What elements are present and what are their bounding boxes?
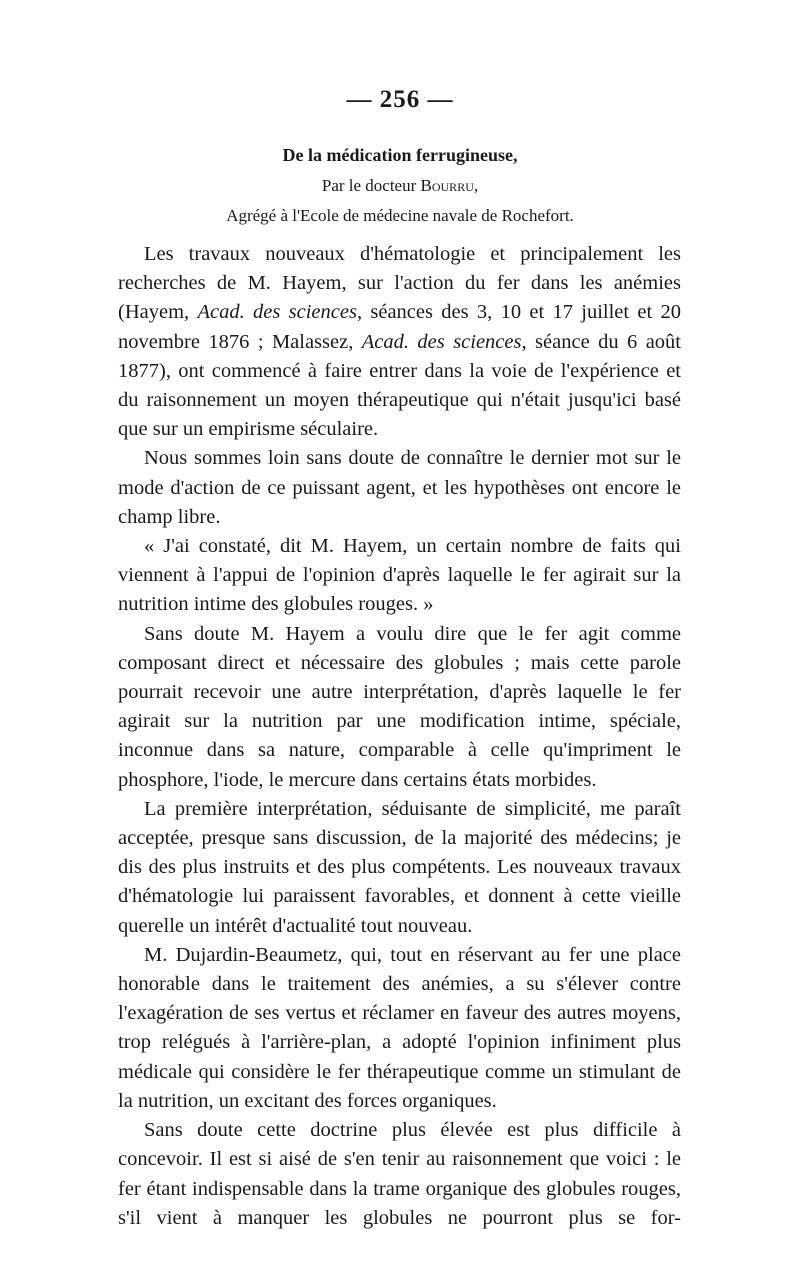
paragraph-5: La première interprétation, séduisante de simplicité, me paraît acceptée, presque sans discussion, de la majorité des médecins; je dis des plus instruits et des plus compétents. Les nouveaux travaux d'hématologie lui paraissent favorables, et donnent à cette vieille querelle un intérêt d'actualité tout nouveau.: [118, 797, 681, 937]
paragraph-1: [118, 240, 681, 444]
citation-malassez: Acad. des sciences: [361, 330, 522, 353]
article-title: De la médication ferrugineuse,: [282, 145, 518, 165]
paragraph-1-part-c: , séance du 6 août 1877), ont commencé à faire entrer dans la voie de l'expérience et du raisonnement un moyen thérapeutique qui n'était jusqu'ici basé que sur un empirisme séculaire.: [118, 330, 681, 441]
author-affiliation: Agrégé à l'Ecole de médecine navale de Rochefort.: [226, 206, 574, 225]
paragraph-1-part-a: Les travaux nouveaux d'hématologie et principalement les recherches de M. Hayem, sur l'action du fer dans les anémies (Hayem,: [118, 243, 681, 324]
paragraph-6: M. Dujardin-Beaumetz, qui, tout en réservant au fer une place honorable dans le traitement des anémies, a su s'élever contre l'exagération de ses vertus et réclamer en faveur des autres moyens, trop relégués à l'arrière-plan, a adopté l'opinion infiniment plus médicale qui considère le fer thérapeutique comme un stimulant de la nutrition, un excitant des forces organiques.: [118, 943, 681, 1112]
paragraph-1-part-b: , séances des 3, 10 et 17 juillet et 20 novembre 1876 ; Malassez,: [118, 301, 681, 353]
citation-hayem: Acad. des sciences: [197, 301, 357, 324]
author-name: Bourru,: [420, 176, 479, 195]
paragraph-3: « J'ai constaté, dit M. Hayem, un certain nombre de faits qui viennent à l'appui de l'opinion d'après laquelle le fer agirait sur la nutrition intime des globules rouges. »: [118, 535, 681, 616]
byline-prefix: Par le docteur: [321, 176, 421, 195]
byline: [0, 176, 800, 196]
paragraph-4: Sans doute M. Hayem a voulu dire que le fer agit comme composant direct et nécessaire des globules ; mais cette parole pourrait recevoir une autre interprétation, d'après laquelle le fer agirait sur la nutrition par une modification intime, spéciale, inconnue dans sa nature, comparable à celle qu'impriment le phosphore, l'iode, le mercure dans certains états morbides.: [118, 622, 681, 791]
page-number: — 256 —: [346, 86, 454, 113]
body-text: [118, 240, 681, 1233]
paragraph-7: Sans doute cette doctrine plus élevée est plus difficile à concevoir. Il est si aisé de s'en tenir au raisonnement que voici : le fer étant indispensable dans la trame organique des globules rouges, s'il vient à manquer les globules ne pourront plus se for-: [118, 1119, 681, 1229]
paragraph-2: Nous sommes loin sans doute de connaître le dernier mot sur le mode d'action de ce puissant agent, et les hypothèses ont encore le champ libre.: [118, 447, 681, 528]
